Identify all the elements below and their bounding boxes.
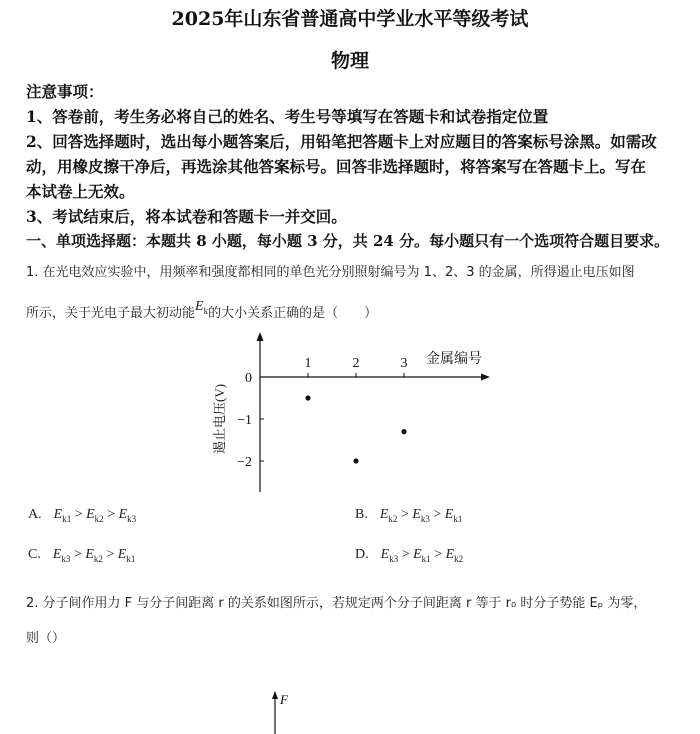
ek-term: $E_{k3}$ — [412, 507, 430, 524]
q2-line-2: 则（） — [26, 631, 66, 646]
ek-term: $E_{k2}$ — [86, 507, 104, 524]
ek-term: $E_{k2}$ — [445, 547, 464, 564]
greater-than-sign: > — [398, 547, 414, 562]
greater-than-sign: > — [429, 507, 445, 522]
greater-than-sign: > — [102, 547, 118, 562]
x-tick-label: 1 — [304, 356, 312, 371]
greater-than-sign: > — [397, 507, 413, 522]
x-axis-arrow-icon — [481, 374, 490, 381]
data-point — [353, 458, 358, 463]
q1-line-2-pre: 所示，关于光电子最大初动能 — [26, 306, 196, 321]
ek-symbol: $E_k$ — [195, 299, 209, 316]
note-line-1: 1、答卷前，考生务必将自己的姓名、考生号等填写在答题卡和试卷指定位置 — [26, 107, 549, 126]
q1-option-c[interactable] — [28, 547, 135, 564]
force-distance-figure — [255, 690, 315, 734]
f-axis-label: F — [280, 692, 288, 707]
ek-term: $E_{k1}$ — [413, 547, 431, 564]
q1-option-b[interactable] — [355, 507, 462, 524]
ek-term: $E_{k2}$ — [85, 547, 103, 564]
x-tick-label: 3 — [400, 356, 408, 371]
notes-heading: 注意事项： — [26, 82, 104, 101]
option-label: B. — [355, 507, 368, 522]
q1-line-2-post: 的大小关系正确的是（ ） — [208, 306, 378, 321]
ek-term: $E_{k3}$ — [118, 507, 137, 524]
note-line-4: 本试卷上无效。 — [26, 182, 135, 201]
data-point — [401, 429, 406, 434]
ek-term: $E_{k1}$ — [444, 507, 463, 524]
f-axis-arrow-icon — [272, 691, 278, 699]
q1-option-a[interactable] — [28, 507, 136, 524]
x-tick-label: 2 — [352, 356, 360, 371]
ek-term: $E_{k1}$ — [53, 507, 72, 524]
y-tick-label: −1 — [237, 413, 252, 428]
note-line-5: 3、考试结束后，将本试卷和答题卡一并交回。 — [26, 207, 347, 226]
y-tick-label: 0 — [245, 371, 252, 386]
note-line-2: 2、回答选择题时，选出每小题答案后，用铅笔把答题卡上对应题目的答案标号涂黑。如需改 — [26, 132, 657, 151]
greater-than-sign: > — [103, 507, 119, 522]
subject-title: 物理 — [330, 50, 369, 72]
x-axis-label: 金属编号 — [426, 352, 482, 367]
q2-line-1: 2. 分子间作用力 F 与分子间距离 r 的关系如图所示，若规定两个分子间距离 r 等于 r₀ 时分子势能 Eₚ 为零， — [26, 596, 647, 611]
data-point — [305, 395, 310, 400]
option-label: A. — [28, 507, 42, 522]
ek-term: $E_{k1}$ — [117, 547, 136, 564]
stopping-voltage-chart — [200, 322, 510, 497]
ek-term: $E_{k3}$ — [380, 547, 399, 564]
greater-than-sign: > — [71, 507, 87, 522]
note-line-3: 动，用橡皮擦干净后，再选涂其他答案标号。回答非选择题时，将答案写在答题卡上。写在 — [26, 157, 647, 176]
exam-title: 2025年山东省普通高中学业水平等级考试 — [171, 8, 529, 30]
y-axis-label: 遏止电压(V) — [212, 383, 227, 455]
y-tick-label: −2 — [237, 455, 252, 470]
ek-term: $E_{k3}$ — [52, 547, 71, 564]
ek-term: $E_{k2}$ — [379, 507, 398, 524]
y-axis-arrow-icon — [257, 332, 264, 341]
option-label: C. — [28, 547, 41, 562]
q1-line-1: 1. 在光电效应实验中，用频率和强度都相同的单色光分别照射编号为 1、2、3 的金属，所得遏止电压如图 — [26, 265, 635, 280]
q1-option-d[interactable] — [355, 547, 463, 564]
q1-line-2 — [26, 299, 378, 323]
section-heading: 一、单项选择题：本题共 8 小题，每小题 3 分，共 24 分。每小题只有一个选项符合题目要求。 — [26, 232, 670, 250]
option-label: D. — [355, 547, 369, 562]
greater-than-sign: > — [430, 547, 446, 562]
greater-than-sign: > — [70, 547, 86, 562]
